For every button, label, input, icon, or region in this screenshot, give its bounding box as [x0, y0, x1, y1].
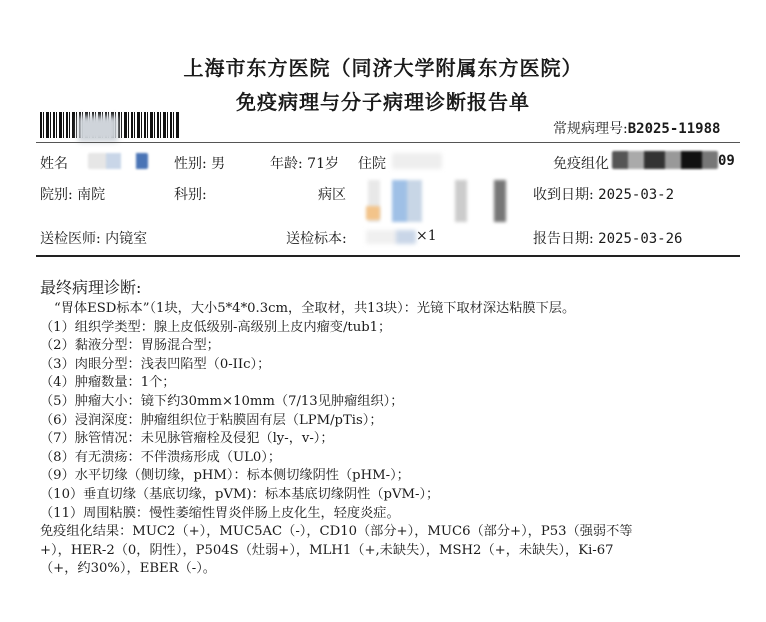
diagnosis-line: （2）黏液分型：胃肠混合型；	[40, 338, 220, 354]
diagnosis-line: （4）肿瘤数量：1个；	[40, 375, 176, 391]
diagnosis-line: （10）垂直切缘（基底切缘，pVM)：标本基底切缘阴性（pVM-）；	[40, 486, 440, 502]
district-value: 南院	[77, 187, 106, 203]
ihc-result-line: （+，约30%），EBER（-）。	[40, 561, 216, 577]
district-field	[40, 184, 105, 204]
redaction-blur	[362, 180, 512, 222]
report-title: 免疫病理与分子病理诊断报告单	[236, 90, 530, 114]
specimen-label: 送检标本:	[286, 231, 347, 247]
pathology-no	[553, 118, 720, 138]
received-value: 2025-03-2	[598, 187, 675, 203]
received-date-field	[533, 184, 674, 204]
diagnosis-line: （5）肿瘤大小：镜下约30mm×10mm（7/13见肿瘤组织）；	[40, 393, 404, 409]
received-label: 收到日期:	[533, 187, 594, 203]
ihc-result-line: 免疫组化结果：MUC2（+），MUC5AC（-），CD10（部分+），MUC6（部分+），P53（强弱不等	[40, 524, 633, 540]
age-value: 71岁	[307, 156, 339, 172]
specimen-value: ×1	[416, 228, 437, 244]
patient-name-label: 姓名	[40, 156, 68, 172]
gender-field	[174, 153, 225, 173]
report-date-label: 报告日期:	[533, 231, 594, 247]
diagnosis-line: （6）浸润深度：肿瘤组织位于粘膜固有层（LPM/pTis）；	[40, 412, 383, 428]
diagnosis-line: （7）脉管情况：未见脉管瘤栓及侵犯（ly-，v-）；	[40, 431, 334, 447]
age-field	[270, 153, 339, 173]
pathology-no-value: B2025-11988	[627, 121, 721, 137]
redaction-blur	[392, 153, 442, 169]
hospital-title: 上海市东方医院（同济大学附属东方医院）	[183, 56, 583, 80]
pathology-no-label: 常规病理号:	[553, 121, 628, 137]
diagnosis-line: （1）组织学类型：腺上皮低级别-高级别上皮内瘤变/tub1；	[40, 319, 392, 335]
gender-value: 男	[211, 156, 226, 172]
gender-label: 性别:	[174, 156, 207, 172]
district-label: 院别:	[40, 187, 73, 203]
report-date-value: 2025-03-26	[598, 231, 683, 247]
diagnosis-line: （11）周围粘膜：慢性萎缩性胃炎伴肠上皮化生，轻度炎症。	[40, 505, 400, 521]
redaction-blur	[612, 151, 718, 169]
doctor-field	[40, 228, 147, 248]
ihc-no-tail: 09	[718, 153, 735, 169]
ward-label: 病区	[318, 187, 346, 203]
redaction-blur	[366, 230, 416, 244]
doctor-label: 送检医师:	[40, 231, 101, 247]
report-date-field	[533, 228, 682, 248]
diagnosis-line: （8）有无溃疡：不伴溃疡形成（UL0）；	[40, 449, 282, 465]
diagnosis-line: （9）水平切缘（侧切缘，pHM）：标本侧切缘阴性（pHM-）；	[40, 468, 410, 484]
ihc-result-line: +），HER-2（0，阴性），P504S（灶弱+），MLH1（+,未缺失），MSH2（+，未缺失），Ki-67	[40, 542, 614, 558]
admission-label: 住院	[358, 156, 386, 172]
top-divider	[36, 142, 740, 143]
diagnosis-line: （3）肉眼分型：浅表凹陷型（0-IIc）；	[40, 356, 271, 372]
redaction-blur	[366, 206, 380, 220]
department-label: 科别:	[174, 187, 207, 203]
redaction-blur	[78, 116, 118, 142]
diagnosis-heading: 最终病理诊断:	[40, 278, 142, 297]
section-divider	[36, 255, 740, 257]
redaction-blur	[88, 153, 148, 169]
ihc-no-label: 免疫组化	[553, 156, 609, 172]
age-label: 年龄:	[270, 156, 303, 172]
diagnosis-body	[40, 300, 730, 579]
diagnosis-line: “胃体ESD标本”（1块，大小5*4*0.3cm，全取材，共13块）：光镜下取材深达粘膜下层。	[54, 301, 576, 316]
doctor-value: 内镜室	[105, 231, 148, 247]
